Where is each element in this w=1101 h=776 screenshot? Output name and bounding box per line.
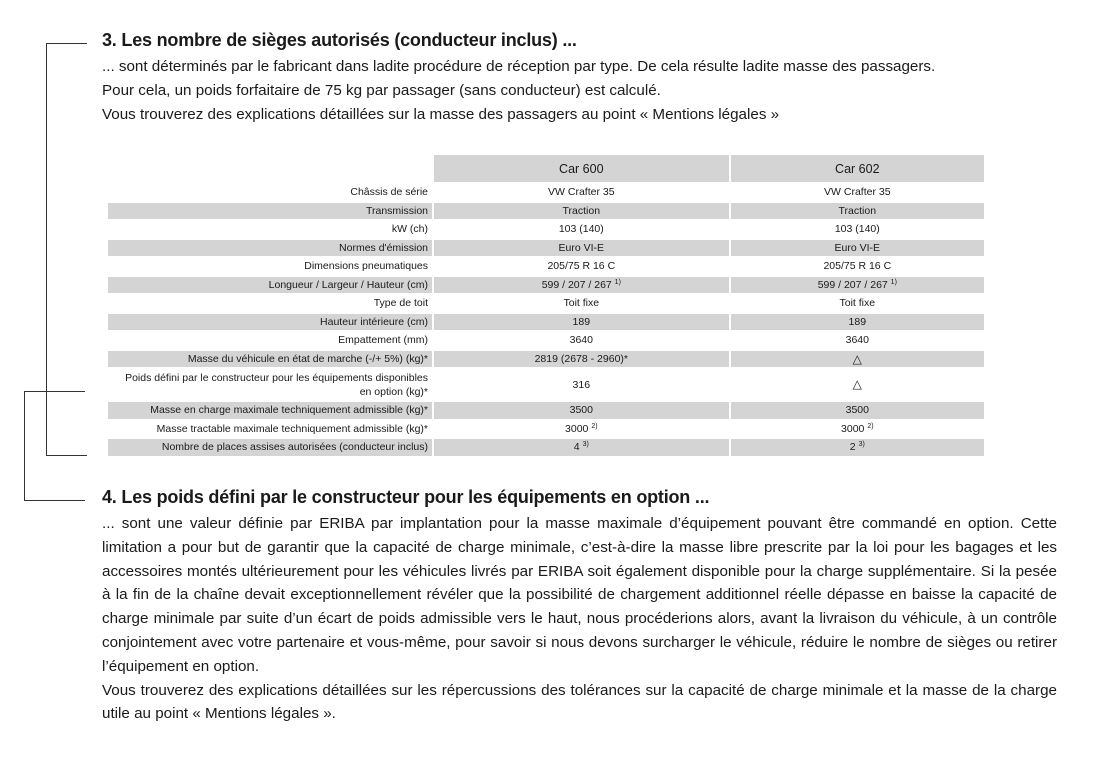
cell-value: 3000 <box>565 422 589 435</box>
cell-car-600 <box>434 314 729 331</box>
cell-value: 4 <box>573 441 580 454</box>
row-label: kW (ch) <box>391 223 428 236</box>
cell-car-602 <box>731 295 984 312</box>
cell-value: VW Crafter 35 <box>824 186 891 199</box>
table-header-row <box>108 155 984 182</box>
table-row <box>108 184 984 201</box>
cell-car-600 <box>434 258 729 275</box>
table-row <box>108 203 984 220</box>
column-header-car-602: Car 602 <box>731 155 984 182</box>
section-3-line-3: Vous trouverez des explications détaillées sur la masse des passagers au point « Mentions légales » <box>102 105 780 123</box>
table-row <box>108 314 984 331</box>
table-row <box>108 351 984 368</box>
cell-value: Toit fixe <box>839 297 876 310</box>
row-label: Masse en charge maximale techniquement admissible (kg)* <box>108 402 432 419</box>
cell-value: 599 / 207 / 267 <box>541 278 612 291</box>
cell-value: VW Crafter 35 <box>548 186 615 199</box>
footnote-marker: 1) <box>614 278 621 286</box>
cell-car-602 <box>731 421 984 438</box>
section-4 <box>102 487 1057 726</box>
cell-value: 2819 (2678 - 2960)* <box>534 352 628 365</box>
cell-car-602 <box>731 221 984 238</box>
table-row <box>108 258 984 275</box>
cell-car-602 <box>731 240 984 257</box>
section-3-line-2: Pour cela, un poids forfaitaire de 75 kg par passager (sans conducteur) est calculé. <box>102 81 661 99</box>
cell-value: 205/75 R 16 C <box>547 260 616 273</box>
table-row <box>108 240 984 257</box>
row-label: Nombre de places assises autorisées (conducteur inclus) <box>108 439 432 456</box>
section-4-paragraph-2: Vous trouverez des explications détaillées sur les répercussions des tolérances sur la capacité de charge minimale et la masse de la charge utile au point « Mentions légales ». <box>102 681 1057 723</box>
cell-car-600 <box>434 351 729 368</box>
cell-car-600 <box>434 277 729 294</box>
cell-value: 205/75 R 16 C <box>823 260 892 273</box>
column-header-car-600: Car 600 <box>434 155 729 182</box>
header-blank <box>108 155 432 182</box>
cell-value: Euro VI-E <box>558 241 605 254</box>
cell-car-600 <box>434 421 729 438</box>
footnote-marker: 2) <box>591 422 598 430</box>
table-row <box>108 295 984 312</box>
cell-car-602 <box>731 402 984 419</box>
cell-car-600 <box>434 439 729 456</box>
bracket-connector-section4 <box>24 391 85 501</box>
cell-value: Traction <box>562 204 601 217</box>
cell-car-600 <box>434 295 729 312</box>
cell-car-602 <box>731 203 984 220</box>
cell-value: 103 (140) <box>834 223 880 236</box>
table-row <box>108 439 984 456</box>
section-4-paragraph-1: ... sont une valeur définie par ERIBA par implantation pour la masse maximale d’équipement pouvant être commandé en option. Cette limitation a pour but de garantir que la capacité de charge minimale, c’est-à-dire la masse libre prescrite par la loi pour les bagages et les accessoires montés ultérieurement pour les véhicules livrés par ERIBA soit également disponible pour la charge supplémentaire. Si la pesée à la fin de la chaîne devait exceptionnellement révéler que la possibilité de chargement additionnel réelle dépasse en baisse la capacité de charge minimale par suite d’un écart de poids admissible vers le haut, nous procéderions alors, avant la livraison du véhicule, à un contrôle conjointement avec votre partenaire et vous-même, pour savoir si nous devons surcharger le véhicule, réduire le nombre de sièges ou retirer l’équipement en option. <box>102 515 1057 675</box>
row-label: Transmission <box>108 203 432 220</box>
row-label: Châssis de série <box>350 186 428 199</box>
cell-car-602 <box>731 277 984 294</box>
footnote-marker: 1) <box>890 278 897 286</box>
cell-car-602 <box>731 351 984 368</box>
row-label: Poids défini par le constructeur pour les équipements disponibles en option (kg)* <box>125 371 428 398</box>
cell-car-600 <box>434 369 729 400</box>
cell-car-600 <box>434 332 729 349</box>
footnote-marker: 2) <box>867 422 874 430</box>
cell-value: △ <box>852 377 862 391</box>
cell-car-602 <box>731 369 984 400</box>
cell-value: Euro VI-E <box>834 241 881 254</box>
cell-value: 599 / 207 / 267 <box>817 278 888 291</box>
cell-car-602 <box>731 314 984 331</box>
table-row <box>108 421 984 438</box>
cell-value: 3500 <box>845 404 869 417</box>
cell-car-600 <box>434 240 729 257</box>
cell-car-602 <box>731 439 984 456</box>
row-label: Normes d'émission <box>108 240 432 257</box>
cell-value: 189 <box>572 315 591 328</box>
row-label: Empattement (mm) <box>338 334 428 347</box>
table-row <box>108 221 984 238</box>
spec-table <box>106 153 986 458</box>
row-label: Masse du véhicule en état de marche (-/+ 5%) (kg)* <box>108 351 432 368</box>
row-label: Hauteur intérieure (cm) <box>108 314 432 331</box>
cell-value: 103 (140) <box>558 223 604 236</box>
cell-car-600 <box>434 184 729 201</box>
section-4-title: 4. Les poids défini par le constructeur pour les équipements en option ... <box>102 487 710 507</box>
cell-value: Traction <box>838 204 877 217</box>
cell-car-600 <box>434 203 729 220</box>
cell-value: 3640 <box>569 334 593 347</box>
cell-value: 189 <box>848 315 867 328</box>
spec-table-body <box>108 184 984 456</box>
cell-value: 316 <box>572 378 591 391</box>
footnote-marker: 3) <box>582 441 589 449</box>
section-3 <box>102 30 1057 126</box>
table-row <box>108 277 984 294</box>
row-label: Type de toit <box>373 297 428 310</box>
table-row <box>108 369 984 400</box>
cell-value: 2 <box>849 441 856 454</box>
cell-value: 3500 <box>569 404 593 417</box>
cell-value: Toit fixe <box>563 297 600 310</box>
cell-car-602 <box>731 258 984 275</box>
cell-value: △ <box>852 351 862 366</box>
table-row <box>108 402 984 419</box>
cell-car-602 <box>731 184 984 201</box>
row-label: Dimensions pneumatiques <box>304 260 428 273</box>
footnote-marker: 3) <box>858 441 865 449</box>
cell-value: 3000 <box>841 422 865 435</box>
cell-value: 3640 <box>845 334 869 347</box>
cell-car-600 <box>434 402 729 419</box>
section-3-title: 3. Les nombre de sièges autorisés (conducteur inclus) ... <box>102 30 577 50</box>
row-label: Masse tractable maximale techniquement admissible (kg)* <box>156 422 428 435</box>
section-3-line-1: ... sont déterminés par le fabricant dans ladite procédure de réception par type. De cela résulte ladite masse des passagers. <box>102 58 936 75</box>
cell-car-600 <box>434 221 729 238</box>
row-label: Longueur / Largeur / Hauteur (cm) <box>108 277 432 294</box>
table-row <box>108 332 984 349</box>
cell-car-602 <box>731 332 984 349</box>
